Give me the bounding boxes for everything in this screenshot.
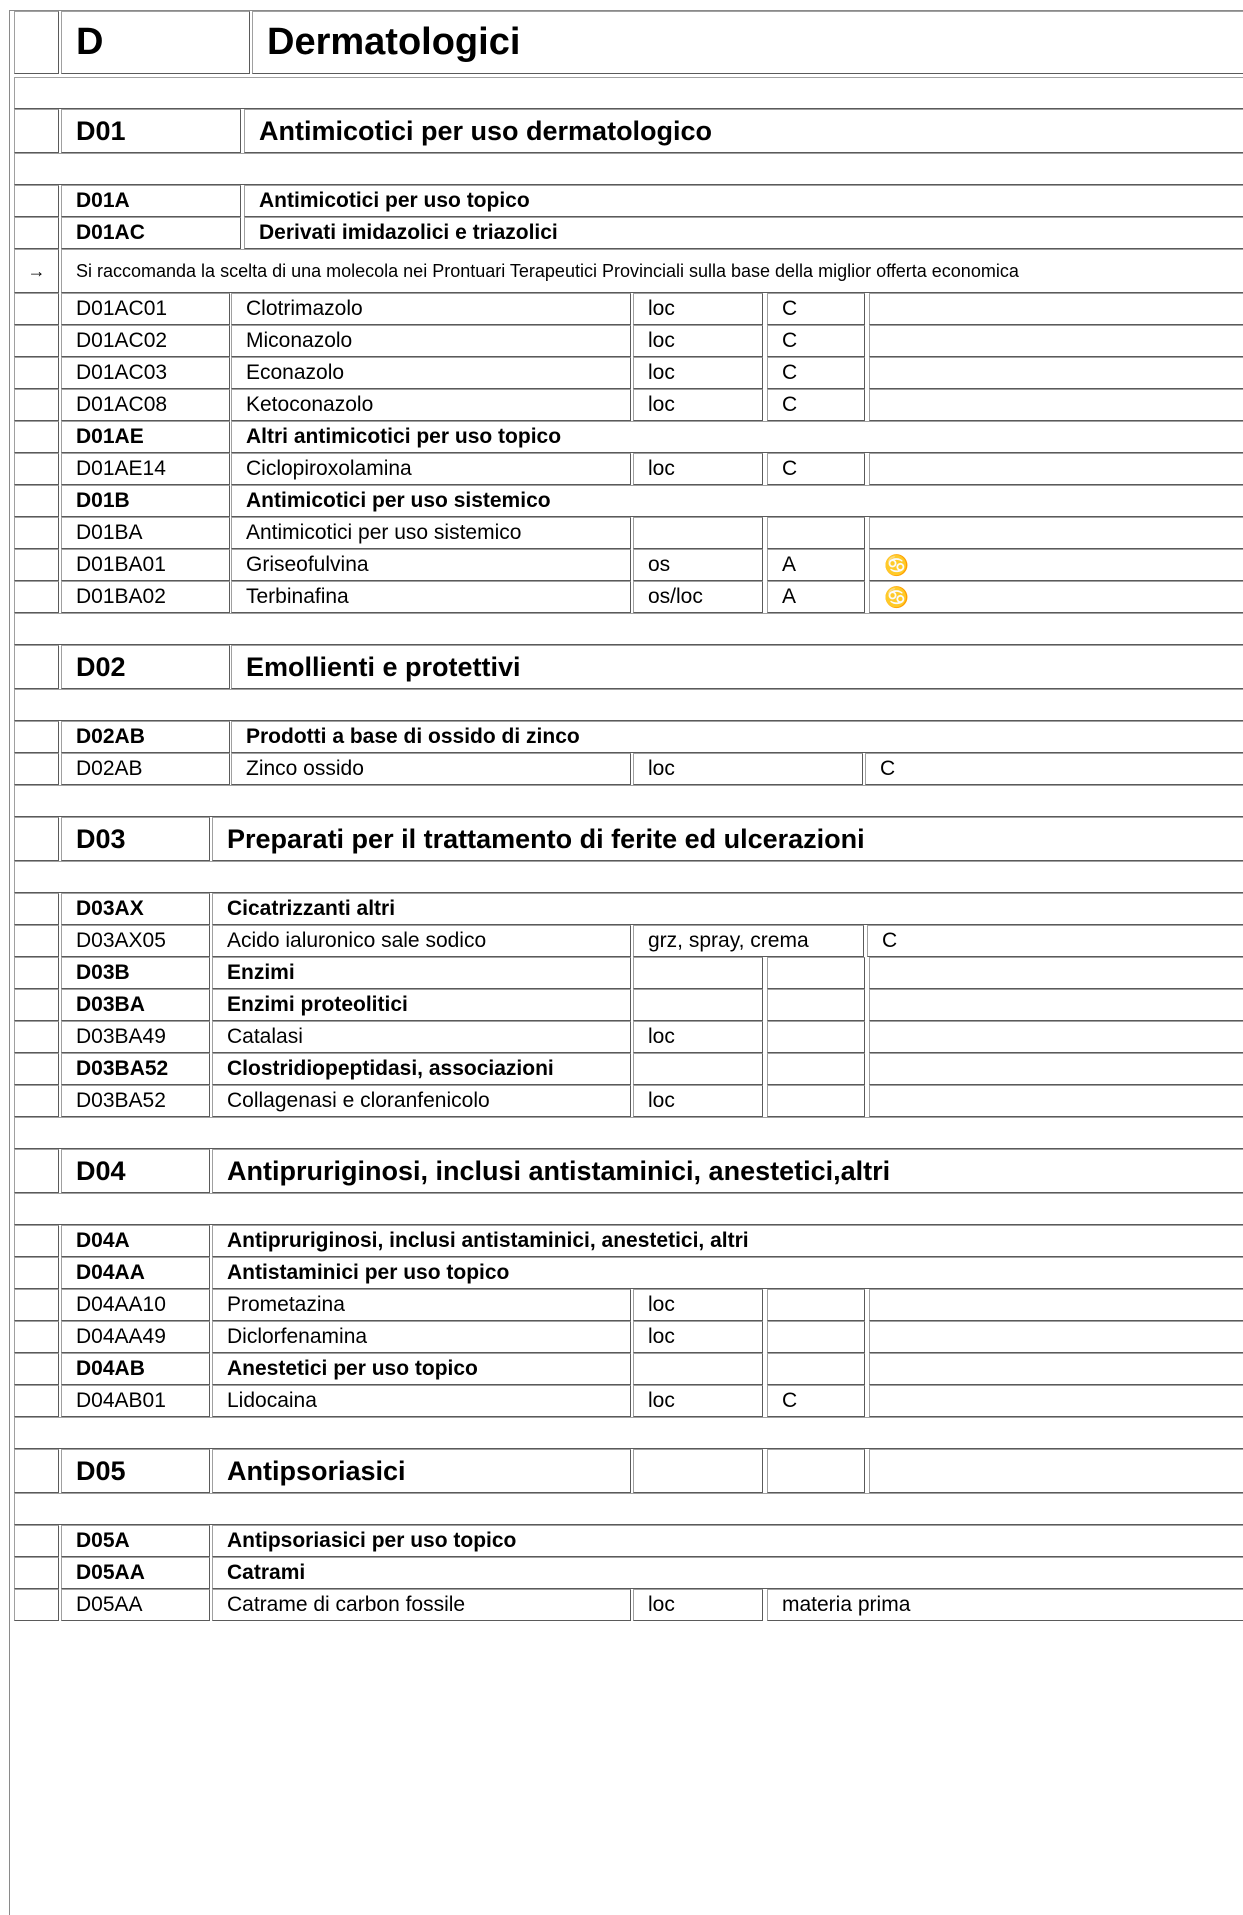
- atc-name: Antipsoriasici per uso topico: [212, 1525, 1243, 1557]
- atc-code: D03BA49: [61, 1021, 210, 1053]
- row-group: [10, 421, 1243, 453]
- route-cell: [633, 517, 763, 549]
- atc-document: [9, 10, 1243, 1915]
- route-cell: [633, 1449, 763, 1493]
- class-cell: C: [767, 1385, 865, 1417]
- atc-name: Catrame di carbon fossile: [212, 1589, 631, 1621]
- blank-row-cell: [14, 1193, 1243, 1225]
- extra-cell: [869, 957, 1243, 989]
- class-cell: C: [767, 389, 865, 421]
- atc-name: Enzimi proteolitici: [212, 989, 631, 1021]
- row-blank: [10, 785, 1243, 817]
- route-cell: loc: [633, 1589, 763, 1621]
- row-drug: [10, 581, 1243, 613]
- blank-row-cell: [14, 1417, 1243, 1449]
- atc-code: D03BA: [61, 989, 210, 1021]
- atc-code: D04AB01: [61, 1385, 210, 1417]
- row-section: [10, 645, 1243, 689]
- class-cell: C: [865, 753, 1243, 785]
- extra-cell: [869, 989, 1243, 1021]
- atc-code: D02AB: [61, 753, 230, 785]
- row-drug3: [10, 925, 1243, 957]
- row-drug: [10, 1085, 1243, 1117]
- class-cell: C: [867, 925, 1243, 957]
- extra-cell: [869, 1085, 1243, 1117]
- marker-cell: [14, 325, 59, 357]
- atc-name: Catalasi: [212, 1021, 631, 1053]
- marker-cell: [14, 1449, 59, 1493]
- row-section: [10, 1149, 1243, 1193]
- class-cell: [767, 957, 865, 989]
- marker-cell: [14, 485, 59, 517]
- chapter-code: D: [61, 11, 250, 74]
- extra-cell: [869, 517, 1243, 549]
- class-cell: [767, 1021, 865, 1053]
- atc-code: D04A: [61, 1225, 210, 1257]
- marker-cell: [14, 109, 59, 153]
- route-cell: loc: [633, 357, 763, 389]
- class-cell: C: [767, 357, 865, 389]
- extra-cell: [869, 1385, 1243, 1417]
- row-group: [10, 185, 1243, 217]
- atc-name: Preparati per il trattamento di ferite ed ulcerazioni: [212, 817, 1243, 861]
- row-blank: [10, 1117, 1243, 1149]
- class-cell: [767, 1289, 865, 1321]
- marker-cell: [14, 753, 59, 785]
- blank-row-cell: [14, 1493, 1243, 1525]
- atc-name: Clostridiopeptidasi, associazioni: [212, 1053, 631, 1085]
- atc-name: Antipruriginosi, inclusi antistaminici, anestetici, altri: [212, 1225, 1243, 1257]
- row-drug2: [10, 753, 1243, 785]
- row-blank: [10, 613, 1243, 645]
- marker-cell: [14, 357, 59, 389]
- class-cell: [767, 1353, 865, 1385]
- row-drug: [10, 325, 1243, 357]
- class-cell: A: [767, 549, 865, 581]
- atc-name: Lidocaina: [212, 1385, 631, 1417]
- route-cell: loc: [633, 1385, 763, 1417]
- atc-code: D05AA: [61, 1557, 210, 1589]
- atc-name: Miconazolo: [231, 325, 631, 357]
- extra-cell: [869, 1353, 1243, 1385]
- extra-cell: [869, 293, 1243, 325]
- row-drug: [10, 1021, 1243, 1053]
- class-cell: C: [767, 325, 865, 357]
- chapter-title: Dermatologici: [252, 11, 1243, 74]
- blank-row-cell: [14, 861, 1243, 893]
- marker-cell: [14, 1353, 59, 1385]
- route-cell: grz, spray, crema: [633, 925, 864, 957]
- class-cell: [767, 989, 865, 1021]
- atc-code: D01AE: [61, 421, 230, 453]
- row-group: [10, 1525, 1243, 1557]
- cancer-icon: ♋: [869, 581, 1243, 613]
- atc-code: D01A: [61, 185, 241, 217]
- atc-name: Cicatrizzanti altri: [212, 893, 1243, 925]
- row-drug: [10, 357, 1243, 389]
- marker-cell: [14, 389, 59, 421]
- atc-code: D03: [61, 817, 210, 861]
- row-drug: [10, 293, 1243, 325]
- row-groupcols: [10, 989, 1243, 1021]
- marker-cell: [14, 817, 59, 861]
- marker-cell: [14, 421, 59, 453]
- route-cell: loc: [633, 325, 763, 357]
- atc-name: Terbinafina: [231, 581, 631, 613]
- row-drug: [10, 389, 1243, 421]
- extra-cell: [869, 1021, 1243, 1053]
- marker-cell: [14, 293, 59, 325]
- row-blank: [10, 1193, 1243, 1225]
- cancer-icon: ♋: [869, 549, 1243, 581]
- marker-cell: [14, 453, 59, 485]
- blank-row-cell: [14, 77, 1243, 109]
- blank-row-cell: [14, 153, 1243, 185]
- row-groupcols: [10, 957, 1243, 989]
- route-cell: os: [633, 549, 763, 581]
- marker-cell: [14, 217, 59, 249]
- atc-name: Derivati imidazolici e triazolici: [244, 217, 1243, 249]
- route-cell: [633, 957, 763, 989]
- atc-code: D01AC: [61, 217, 241, 249]
- row-group: [10, 893, 1243, 925]
- class-cell: [767, 1449, 865, 1493]
- marker-cell: [14, 1589, 59, 1621]
- blank-row-cell: [14, 613, 1243, 645]
- atc-name: Enzimi: [212, 957, 631, 989]
- atc-name: Catrami: [212, 1557, 1243, 1589]
- atc-name: Antimicotici per uso sistemico: [231, 485, 1243, 517]
- row-drug: [10, 1321, 1243, 1353]
- row-drug: [10, 1289, 1243, 1321]
- class-cell: [767, 517, 865, 549]
- atc-name: Anestetici per uso topico: [212, 1353, 631, 1385]
- route-cell: [633, 1053, 763, 1085]
- extra-cell: [869, 325, 1243, 357]
- marker-cell: [14, 11, 59, 74]
- class-cell: materia prima: [767, 1589, 1243, 1621]
- atc-code: D01AE14: [61, 453, 230, 485]
- atc-name: Griseofulvina: [231, 549, 631, 581]
- extra-cell: [869, 1053, 1243, 1085]
- atc-code: D02: [61, 645, 230, 689]
- extra-cell: [869, 453, 1243, 485]
- atc-code: D01AC01: [61, 293, 230, 325]
- row-sectioncols: [10, 1449, 1243, 1493]
- atc-code: D04AA10: [61, 1289, 210, 1321]
- marker-cell: [14, 1149, 59, 1193]
- atc-code: D01: [61, 109, 241, 153]
- marker-cell: [14, 957, 59, 989]
- atc-code: D01AC02: [61, 325, 230, 357]
- atc-name: Econazolo: [231, 357, 631, 389]
- extra-cell: [869, 389, 1243, 421]
- marker-cell: [14, 1525, 59, 1557]
- route-cell: loc: [633, 753, 863, 785]
- marker-cell: [14, 989, 59, 1021]
- atc-code: D04: [61, 1149, 210, 1193]
- atc-name: Collagenasi e cloranfenicolo: [212, 1085, 631, 1117]
- extra-cell: [869, 357, 1243, 389]
- class-cell: [767, 1053, 865, 1085]
- route-cell: [633, 1353, 763, 1385]
- row-group: [10, 1257, 1243, 1289]
- atc-name: Antipsoriasici: [212, 1449, 631, 1493]
- route-cell: loc: [633, 1289, 763, 1321]
- marker-cell: [14, 721, 59, 753]
- atc-name: Ketoconazolo: [231, 389, 631, 421]
- atc-code: D03BA52: [61, 1053, 210, 1085]
- row-drug4: [10, 1589, 1243, 1621]
- row-group: [10, 721, 1243, 753]
- atc-code: D01BA02: [61, 581, 230, 613]
- note-text: Si raccomanda la scelta di una molecola nei Prontuari Terapeutici Provinciali sulla base della miglior offerta economica: [61, 249, 1243, 293]
- atc-code: D03BA52: [61, 1085, 210, 1117]
- route-cell: loc: [633, 389, 763, 421]
- row-drug: [10, 1385, 1243, 1417]
- marker-cell: [14, 893, 59, 925]
- marker-cell: [14, 1385, 59, 1417]
- atc-code: D04AA49: [61, 1321, 210, 1353]
- atc-name: Prodotti a base di ossido di zinco: [231, 721, 1243, 753]
- extra-cell: [869, 1289, 1243, 1321]
- row-blank: [10, 1417, 1243, 1449]
- route-cell: loc: [633, 453, 763, 485]
- route-cell: os/loc: [633, 581, 763, 613]
- row-blank: [10, 1493, 1243, 1525]
- class-cell: C: [767, 453, 865, 485]
- blank-row-cell: [14, 689, 1243, 721]
- row-section: [10, 817, 1243, 861]
- atc-code: D05: [61, 1449, 210, 1493]
- class-cell: A: [767, 581, 865, 613]
- marker-cell: [14, 1053, 59, 1085]
- atc-name: Antimicotici per uso topico: [244, 185, 1243, 217]
- atc-name: Antipruriginosi, inclusi antistaminici, anestetici,altri: [212, 1149, 1243, 1193]
- marker-cell: [14, 1021, 59, 1053]
- atc-code: D01B: [61, 485, 230, 517]
- marker-cell: [14, 1321, 59, 1353]
- row-group: [10, 217, 1243, 249]
- atc-code: D03B: [61, 957, 210, 989]
- route-cell: [633, 989, 763, 1021]
- atc-code: D05A: [61, 1525, 210, 1557]
- atc-name: Emollienti e protettivi: [231, 645, 1243, 689]
- extra-cell: [869, 1449, 1243, 1493]
- atc-name: Prometazina: [212, 1289, 631, 1321]
- row-drug: [10, 517, 1243, 549]
- row-section: [10, 109, 1243, 153]
- marker-cell: [14, 1225, 59, 1257]
- atc-name: Altri antimicotici per uso topico: [231, 421, 1243, 453]
- marker-cell: [14, 549, 59, 581]
- atc-name: Diclorfenamina: [212, 1321, 631, 1353]
- row-blank: [10, 861, 1243, 893]
- row-group: [10, 1225, 1243, 1257]
- row-drug: [10, 549, 1243, 581]
- route-cell: loc: [633, 1021, 763, 1053]
- atc-code: D04AA: [61, 1257, 210, 1289]
- atc-code: D03AX05: [61, 925, 210, 957]
- route-cell: loc: [633, 1085, 763, 1117]
- marker-cell: [14, 1289, 59, 1321]
- route-cell: loc: [633, 293, 763, 325]
- atc-name: Antistaminici per uso topico: [212, 1257, 1243, 1289]
- row-groupcols: [10, 1353, 1243, 1385]
- row-group: [10, 1557, 1243, 1589]
- class-cell: [767, 1321, 865, 1353]
- marker-cell: [14, 581, 59, 613]
- atc-code: D02AB: [61, 721, 230, 753]
- marker-cell: [14, 645, 59, 689]
- atc-code: D04AB: [61, 1353, 210, 1385]
- chapter-header-row: [10, 11, 1243, 74]
- marker-cell: [14, 925, 59, 957]
- atc-name: Clotrimazolo: [231, 293, 631, 325]
- blank-row-cell: [14, 785, 1243, 817]
- marker-cell: [14, 1085, 59, 1117]
- marker-cell: [14, 185, 59, 217]
- atc-name: Ciclopiroxolamina: [231, 453, 631, 485]
- atc-code: D05AA: [61, 1589, 210, 1621]
- atc-name: Zinco ossido: [231, 753, 631, 785]
- atc-name: Acido ialuronico sale sodico: [212, 925, 631, 957]
- row-blank: [10, 77, 1243, 109]
- atc-code: D01BA: [61, 517, 230, 549]
- route-cell: loc: [633, 1321, 763, 1353]
- marker-cell: [14, 1257, 59, 1289]
- atc-name: Antimicotici per uso dermatologico: [244, 109, 1243, 153]
- row-note: [10, 249, 1243, 293]
- row-drug: [10, 453, 1243, 485]
- row-group: [10, 485, 1243, 517]
- atc-name: Antimicotici per uso sistemico: [231, 517, 631, 549]
- row-blank: [10, 153, 1243, 185]
- marker-cell: [14, 517, 59, 549]
- atc-code: D01AC08: [61, 389, 230, 421]
- row-groupcols: [10, 1053, 1243, 1085]
- extra-cell: [869, 1321, 1243, 1353]
- row-blank: [10, 689, 1243, 721]
- atc-code: D03AX: [61, 893, 210, 925]
- class-cell: [767, 1085, 865, 1117]
- atc-code: D01AC03: [61, 357, 230, 389]
- arrow-marker-icon: →: [14, 249, 59, 293]
- blank-row-cell: [14, 1117, 1243, 1149]
- atc-code: D01BA01: [61, 549, 230, 581]
- class-cell: C: [767, 293, 865, 325]
- marker-cell: [14, 1557, 59, 1589]
